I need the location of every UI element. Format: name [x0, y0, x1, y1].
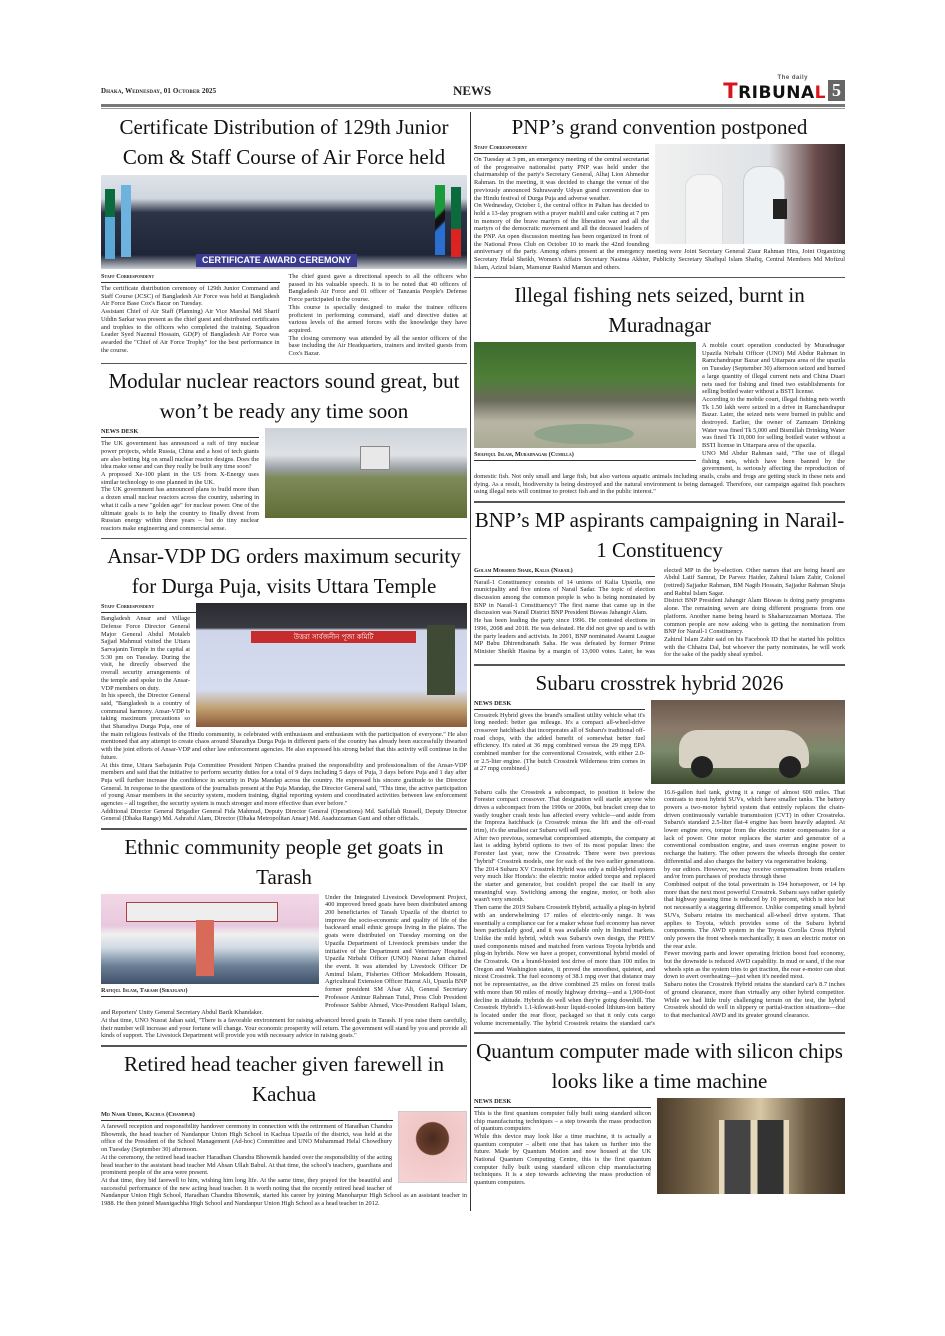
byline: Md Nasir Uddin, Kachua (Chandpur) [101, 1111, 393, 1121]
paragraph: At that time, they bid farewell to him, wishing him long life. At the same time, they prayed for the beautiful and successful performance of the new acting head teacher. It is worth noting that the recently retired head teacher of Nandanpur Union High School, Haradhan Chandra Bhowmik, started his career by joining Manoharpur High School as an assistant teacher in 1988. He then joined Masnigachha High School and Nandanpur Union High School as a head teacher in 2012. [101, 1176, 467, 1208]
byline: Staff Correspondent [101, 603, 467, 613]
paragraph: At the ceremony, the retired head teacher Haradhan Chandra Bhowmik handed over the responsibility of the acting head teacher to the assistant head teacher Md Ahsan Ullah Babul. At that time, the school's teachers, guardians and prominent people of the area were present. [101, 1153, 392, 1177]
reactor-building-icon [360, 446, 390, 470]
columns [101, 112, 845, 1211]
story-body [101, 273, 467, 358]
paragraph: A farewell reception and responsibility handover ceremony in connection with the retirement of Haradhan Chandra Bhowmik, the head teacher of Nandanpur Union High School in Kachua Upazila of the district, was held at the office of the President of the School Management (Ad-hoc) Committee and UNO Muhammad Helal Chowdhury on Tuesday (September 30) afternoon. [101, 1123, 392, 1154]
flag-icon [451, 187, 461, 257]
left-column [101, 112, 467, 1211]
headline: Certificate Distribution of 129th Junior Com & Staff Course of Air Force held [119, 115, 449, 169]
logo-tagline: The daily [777, 74, 808, 81]
paragraph: Subaru notes the Crosstrek Hybrid retains the standard car's 8.7 inches of ground clearance, more than virtually any other hybrid competitor. While we had little truly challenging terrain on the test, the hybrid Crosstrek should do well in slippery or partial-traction situations—due to that mechanical AWD and its greater ground clearance. [664, 981, 845, 1019]
paragraph: At that time, UNO Nusrat Jahan said, "There is a favorable environment for raising advanced breed goats in Tarash. If you raise them carefully, their number will increase and your fortune will change. Your economic prosperity will return. The government will stand by you and provide all kinds of support. The Livestock Department will provide you with necessary advice in raising goats." [101, 1016, 467, 1040]
story-pnp [474, 112, 845, 275]
story-fishing [474, 280, 845, 499]
teacher-portrait [398, 1111, 467, 1183]
event-banner-icon [126, 902, 278, 922]
paragraph: UNO Md Abdur Rahman said, "The use of illegal fishing nets, which have been banned by the government, is seriously affecting the reproduction of domestic fish. Not only small and large fish, but also various aquatic animals including snails, crabs and frogs are getting stuck in these nets and dying. As a result, biodiversity is being destroyed and the natural environment is being damaged. Therefore, our campaign against fish poachers using illegal nets will continue to protect fish and in the public interest." [474, 449, 845, 496]
speaker-figure [427, 625, 455, 695]
paragraph: Assistant Chief of Air Staff (Planning) Air Vice Marshal Md Sharif Uddin Sarkar was present as the chief guest and distributed certificates and trophies to the officers who completed the training. Squadron Leader Syed Nazmul Hossain, GD(P) of Bangladesh Air Force was awarded the "Chief of Air Force Trophy" for the best performance in the course. [101, 308, 280, 354]
story-airforce [101, 112, 467, 361]
byline: Rafiqul Islam, Tarash (Sirajganj) [101, 987, 319, 997]
paragraph: A mobile court operation conducted by Muradnagar Upazila Nirbahi Officer (UNO) Md Abdur Rahman in Ramchandrapur Bazar and Uttarpara area of the upazila on Tuesday (September 30) afternoon seized and burned a large quantity of illegal current nets and China Duari nets used for fishing and fined two establishments for selling bottled water without a BSTI license. [702, 342, 845, 396]
event-banner: উত্তরা সার্বজনীন পূজা কমিটি [251, 631, 416, 643]
paragraph: The chief guest gave a directional speech to all the officers who passed in his valuable speech. It is to be noted that 40 officers of Bangladesh Air Force and 01 officer of Tanzania People's Defense Force participated in the course. [288, 273, 467, 304]
paragraph: On Tuesday at 3 pm, an emergency meeting of the central secretariat of the progressive nationalist party PNP was held under the chairmanship of the party's Secretary General, Alhaj Lion Ahmedur Rahman. In the meeting, it was decided to change the venue of the previously announced Suhrawardy Udyan grand convention due to the Hindu festival of Durga Puja and adverse weather. [474, 156, 649, 202]
tribunal-logo [723, 74, 845, 103]
headline: PNP’s grand convention postponed [511, 115, 808, 139]
headline: Quantum computer made with silicon chips looks like a time machine [476, 1038, 843, 1093]
paragraph: The UK government has announced plans to build more than a dozen small nuclear reactors across the country, ushering in what it calls a new "golden age" for nuclear power. One of the ultimate goals is to help the country to finally divest from Russian energy within three years – but do tiny nuclear reactors make engineering and commercial sense. [101, 486, 259, 532]
press-meeting-photo [655, 144, 845, 244]
subaru-car-photo [651, 700, 845, 784]
paragraph: A proposed Xe-100 plant in the US from X-Energy uses similar technology to one planned in the UK. [101, 471, 259, 486]
story-narail [474, 505, 845, 662]
headline: Illegal fishing nets seized, burnt in Muradnagar [514, 283, 805, 338]
story-divider [474, 277, 845, 279]
byline: NEWS DESK [474, 700, 645, 710]
paragraph: Subaru calls the Crosstrek a subcompact, to position it below the Forester compact crossover. That designation will startle anyone who drives a subcompact from the 1990s or 2000s, but bracket creep due to vastly tougher crash tests has affected every vehicle—and aside from the Impreza hatchback (a Crosstrek minus the lift and the off-road trim), it's the smallest car Subaru will sell you. [474, 788, 655, 835]
newspaper-page [101, 0, 845, 1231]
logo-wordmark [723, 74, 826, 103]
story-body [474, 789, 845, 1028]
paragraph: This course is specially designed to make the trainee officers proficient in performing command, staff and directive duties at various levels of the armed forces with the knowledge they have acquired. [288, 303, 467, 334]
paragraph: According to the mobile court, illegal fishing nets worth Tk 1.50 lakh were seized in a drive in Ramchandrapur Bazar. Later, the seized nets were burned in public and destroyed. Earlier, the owner of Zamzam Drinking Water was fined Tk 5,000 and Bismillah Drinking Water was fined Tk 10,000 for selling bottled water without a BSTI license in Uttarpara area of the upazila. [702, 395, 845, 450]
logo-name: TRIBUNAL [723, 78, 826, 103]
headline: Ethnic community people get goats in Tarash [124, 834, 444, 889]
wheel-icon [691, 756, 713, 778]
story-goats [101, 832, 467, 1043]
person-figure [685, 174, 723, 244]
story-quantum [474, 1036, 845, 1200]
ceremony-photo [101, 175, 467, 269]
column-divider [470, 112, 471, 1211]
headline: BNP’s MP aspirants campaigning in Narail-1 Constituency [474, 507, 845, 562]
story-divider [101, 1045, 467, 1047]
paragraph: Zahirul Islam Zahir said on his Facebook ID that he started his politics with the Chhatra Dal, but whoever the party nominates, he will work for the sake of the paddy sheaf symbol. [664, 635, 845, 659]
flag-icon [105, 189, 115, 259]
paragraph: After two previous, somewhat compromised attempts, the company at last is adding hybrid options to two of its most popular lines: the Forester last year, now the Crosstrek. There were two previous "hybrid" Crosstrek models, one for each of the two earlier generations. The 2014 Subaru XV Crosstrek Hybrid was only a mild-hybrid system very much like Honda's: the electric motor added torque and replaced the starter and generator, but couldn't propel the car itself in any meaningful way. Switching among the engine, motor, or both also wasn't very smooth. [474, 834, 655, 904]
story-divider [474, 664, 845, 666]
story-ansar [101, 541, 467, 826]
paragraph: While this device may look like a time machine, it is actually a quantum computer – albeit one that has taken us further into the future. Made by Quantum Motion and now housed at the UK National Quantum Computing Centre, this is the first quantum computer fully built using standard silicon chip manufacturing techniques. It is a step towards achieving the mass production of quantum computers. [474, 1132, 651, 1187]
story-divider [101, 363, 467, 365]
paragraph: Narail-1 Constituency consists of 14 unions of Kalia Upazila, one municipality and five unions of Narail Sadar. The topic of election discussion among the common people is who is being nominated by BNP in Narail-1 Constituency? The first name that came up in the discussion was Narail District BNP President Biswas Jahangir Alam. [474, 578, 655, 617]
story-subaru [474, 668, 845, 1031]
paragraph: This is the first quantum computer fully built using standard silicon chip manufacturing techniques – a step towards the mass production of quantum computers [474, 1109, 651, 1133]
flag-icon [435, 185, 445, 255]
paragraph: Combined output of the total powertrain is 194 horsepower, or 14 hp more than the next most powerful Crosstrek. Subaru says rather quietly that highway passing time is reduced by 10 percent, which is nice but not necessarily a staggering difference. Unlike competing small hybrid SUVs, Subaru retains its mechanical all-wheel drive system. That applies to Toyota, which provides some of the Subaru hybrid components. The AWD system in the Toyota Corolla Cross Hybrid only powers the front wheels mechanically; it uses an electric motor on the rear axle. [664, 880, 845, 950]
story-body [474, 567, 845, 659]
byline: Shafiqul Islam, Muradnagar (Cumilla) [474, 451, 696, 461]
reactor-plant-photo [265, 428, 467, 518]
headline: Subaru crosstrek hybrid 2026 [535, 670, 784, 695]
quantum-computer-photo [657, 1098, 845, 1194]
byline: Staff Correspondent [101, 273, 280, 283]
story-divider [474, 1032, 845, 1034]
headline: Modular nuclear reactors sound great, but won’t be ready any time soon [108, 369, 460, 424]
paragraph: by our editors. However, we may receive compensation from retailers and/or from purchases of products through these [664, 865, 845, 881]
paragraph: The closing ceremony was attended by all the senior officers of the base including the Air Headquarters, trainers and invited guests from Cox's Bazar. [288, 334, 467, 358]
byline: Golam Morshed Shaik, Kalia (Narail) [474, 567, 655, 577]
paragraph: Crosstrek Hybrid gives the brand's smallest utility vehicle what it's long needed: better gas mileage. It's a compact all-wheel-drive crossover hatchback that incorporates all of Subaru's traditional off-road chops, with the added benefit of somewhat better fuel efficiency. It's rated at 36 mpg combined versus the 29 mpg EPA combined number for the conventional Crosstrek, with either 2.0- or 2.5-liter engine. (The butch Crosstrek Wilderness trim comes in at 27 mpg combined.) [474, 711, 645, 773]
paragraph: Fewer moving parts and lower operating friction boost fuel economy, but the downside is reduced AWD capability. In mud or sand, if the rear wheels spin as the system tries to get traction, the rear e-motor can shut down to avert overheating—just when it's needed most. [664, 950, 845, 981]
headline: Ansar-VDP DG orders maximum security for Durga Puja, visits Uttara Temple [107, 544, 461, 599]
paragraph: Then came the 2019 Subaru Crosstrek Hybrid, actually a plug-in hybrid with an underwhelming 17 miles of electric-only range. It was essentially a compliance car for a maker whose fuel economy has never been particularly good, and it was available only in limited markets. Unlike the mild hybrid, which was Subaru's own design, the PHEV used components mixed and matched from various Toyota hybrids and plug-in hybrids. Now we have a proper, conventional hybrid model of the Crosstrek. On a brand-hosted test drive of more than 100 miles in Oregon and Washington states, it proved the smoothest, quietest, and nicest Crosstrek. The fuel economy of 38.1 mpg over that distance may not be representative, as the drive combined 25 miles on forest trails with more than 90 miles of mostly highway driving—and a 1,900-foot decline in altitude. Hybrids do well when they're going downhill. The Crosstrek Hybrid's 1.1-kilowatt-hour liquid-cooled lithium-ion battery is located under the rear floor, packaged so that it only cuts cargo volume incrementally. The hybrid Crosstrek retains the standard car's 16.6-gallon fuel tank, giving it a range of almost 600 miles. That contrasts to most hybrid SUVs, which have smaller tanks. The battery powers a two-motor hybrid system that entirely replaces the chain-driven continuously variable transmission (CVT) in other Crosstreks. Subaru's standard 2.5-liter flat-4 engine has been heavily adapted. At lower engine revs, torque from the electric motor compensates for a lack of power. One motor replaces the starter and generator of a conventional combustion engine, and uses overrun engine power to recharge the battery. The other powers the wheels through the center differential and also charges the battery via regenerative braking. [474, 788, 845, 1027]
wheel-icon [779, 756, 801, 778]
flag-icon [121, 185, 131, 257]
section-title: NEWS [453, 83, 492, 98]
story-divider [101, 538, 467, 540]
paragraph: The certificate distribution ceremony of 129th Junior Command and Staff Course (JCSC) of Bangladesh Air Force was held at Bangladesh Air Force Base Cox's Bazar on Tuesday. [101, 285, 280, 308]
story-divider [101, 828, 467, 830]
paragraph: Bangladesh Ansar and Village Defense Force Director General Major General Abdul Motaleb Sajjad Mahmud visited the Uttara Sarvajanin Temple in the capital at 5:30 pm on Tuesday. During the visit, he directly observed the overall security arrangements of the temple and spoke to the Ansar-VDP members on duty. [101, 615, 190, 692]
paragraph: Additional Director General Brigadier General Fida Mahmud, Deputy Director General (Operations) Md. Saifullah Russell, Deputy Director General (Dhaka Range) Md. Ashraful Alam, Director (Dhaka Metropolitan Ansar) Md. Asaduzzaman Gani and other officials. [101, 807, 467, 823]
masthead [101, 74, 845, 103]
paragraph: He has been leading the party since 1996. He contested elections in 1996, 2008 and 2018. He was defeated. He did not give up and is with the party leaders and activists. In 2001, BNP nominated Awami League MP Babu Dhirendranath Saha. He was defeated by former Prime Minister Sheikh Hasina by a margin of 13,000 votes. Later, he was elected MP in the by-election. Other names that are being heard are Abdul Latif Samrat, Dr Parvez Haider, Zahirul Islam Zahir, Colonel (retired) Sajjadur Rahman, BM Nagib Hossain, Sajjadur Rahman Shuja and Rabiul Islam Sagar. [474, 566, 845, 655]
right-column [474, 112, 845, 1211]
headline: Retired head teacher given farewell in Kachua [123, 1052, 445, 1107]
burning-nets-photo [474, 342, 696, 448]
goat-distribution-photo [101, 894, 319, 984]
speaker-figure [196, 920, 214, 976]
net-pile [534, 424, 634, 444]
ceremony-banner: CERTIFICATE AWARD CEREMONY [196, 254, 357, 267]
puja-event-photo [196, 603, 467, 727]
paragraph: In his speech, the Director General said, "Bangladesh is a country of communal harmony. Ansar-VDP is taking maximum precautions so that Sharadiya Durga Puja, one of the main religious festivals of the Hindu community, is celebrated with enthusiasm and enthusiasm with the participation of everyone." He also mentioned that any attempt to create chaos around Sharadiya Durga Puja in different parts of the country has already been successfully thwarted with the joint efforts of Ansar-VDP and other law enforcement agencies. He also expressed his strong belief that this activity will continue in the future. [101, 692, 467, 761]
masthead-rule [101, 104, 845, 107]
page-number: 5 [828, 80, 845, 101]
paragraph: On Wednesday, October 1, the central office in Paltan has decided to hold a 13-day program with a prayer mahfil and cake cutting at 7 pm in memory of the brave martyrs of the liberation war and all the martyrs of the democratic movement and all the deceased leaders of the PNP. An open discussion meeting has been organized in front of the National Press Club on October 10 to mark the 42nd founding anniversary of the party. Among others present at the emergency meeting were Joint Secretary General Ziaur Rahman Hira, Joint Organizing Secretary Helal Sheikh, Women's Affairs Secretary Nasima Akhter, Publicity Secretary Shafiqul Islam Shafiq, Central Members Md Mofizul Islam, Azizul Islam, Mamunur Rashid Mamun and others. [474, 202, 845, 271]
story-divider [474, 501, 845, 503]
quantum-cabinet [719, 1120, 789, 1194]
story-teacher [101, 1049, 467, 1211]
byline: NEWS DESK [474, 1098, 651, 1108]
story-nuclear [101, 366, 467, 535]
paragraph: District BNP President Jahangir Alam Biswas is doing party programs alone. The remaining seven are doing different programs from one platform. Another name being heard is Shaharuzzaman Mortaza. The common people are now asking who is getting the nomination from BNP for Narail-1 Constituency. [664, 597, 845, 636]
dateline: Dhaka, Wednesday, 01 October 2025 [101, 87, 217, 95]
paragraph: The UK government has announced a raft of tiny nuclear power projects, while Russia, China and a host of tech giants are also betting big on small nuclear reactor designs. Does the idea make sense and can they really be built any time soon? [101, 440, 259, 471]
paragraph: At this time, Uttara Sarbajanin Puja Committee President Nripen Chandra praised the responsibility and professionalism of the Ansar-VDP members and said that the initiative to perform security duties for a total of 9 days including 5 days of Puja, 3 days before Puja and 1 day after Puja will further increase the confidence in security in Puja Mandap across the country. He expressed his sincere gratitude to the Director General. In response to the questions of the journalists present at the Puja Mandap, the Director General said, "This time, the active participation of young Ansar members in the security system, modern training, digital reporting system and coordinated activities between law enforcement agencies – all together, the security system is much stronger and more effective than ever before." [101, 761, 467, 808]
byline: NEWS DESK [101, 428, 259, 438]
byline: Staff Correspondent [474, 144, 649, 154]
paragraph: Under the Integrated Livestock Development Project, 400 improved breed goats have been distributed among 200 beneficiaries of Tarash Upazila of the district to improve the socio-economic and quality of life of the backward small ethnic groups living in the plains. The goats were distributed on Tuesday morning on the Upazila Department of Livestock premises under the initiative of the Department and Veterinary Hospital. Upazila Nirbahi Officer (UNO) Nusrat Jahan chaired the event. It was attended by Livestock Officer Dr Aminul Islam, Fisheries Officer Mokaddem Hossain, Agricultural Extension Officer Hazrat Ali, Upazila BNP former president SM Afsar Ali, General Secretary Professor Aminur Rahman Tutul, Press Club President Professor Sabbir Ahmed, Vice-President Rafiqul Islam, and Reporters' Unity General Secretary Abdul Barik Khandaker. [101, 893, 467, 1017]
microphone-icon [773, 199, 787, 219]
masthead-rule-thin [101, 108, 845, 109]
